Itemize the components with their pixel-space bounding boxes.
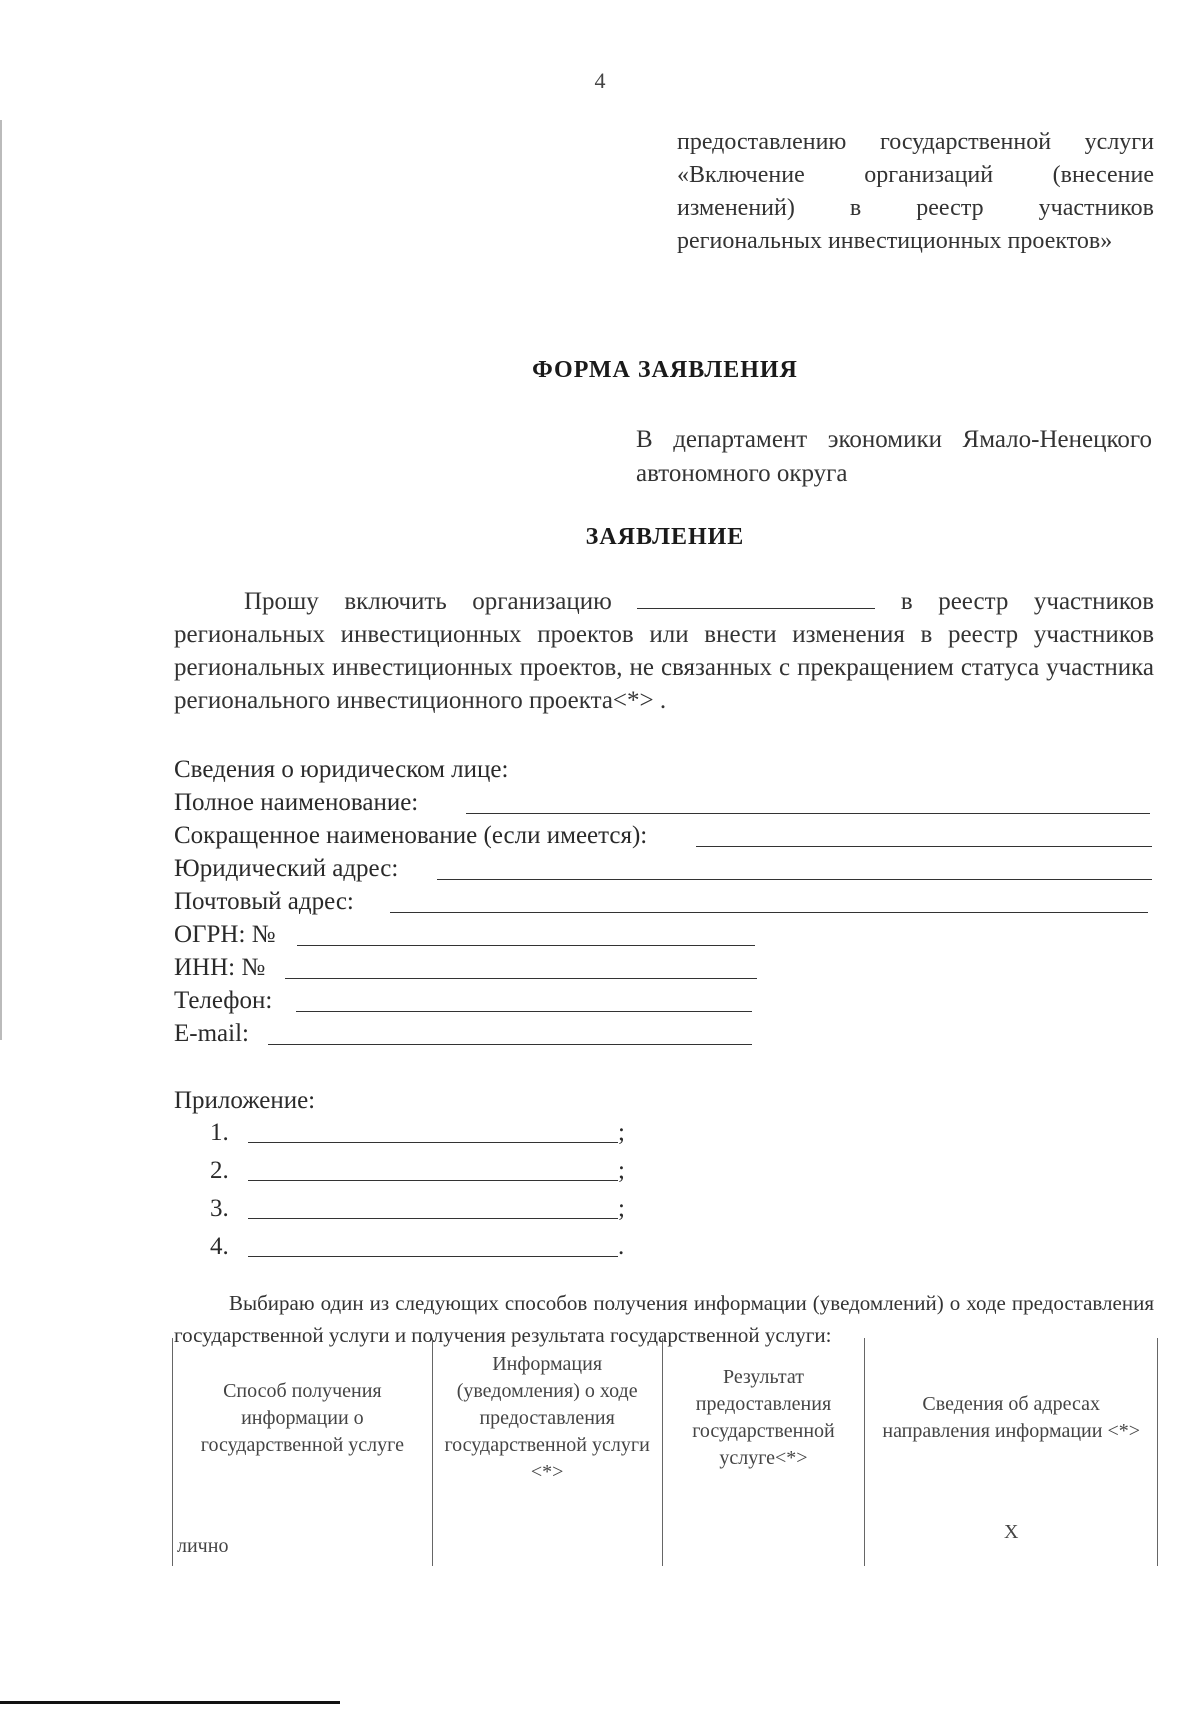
attachment-field-4[interactable] [248,1256,618,1257]
postal-address-field[interactable] [390,912,1148,913]
attachment-field-3[interactable] [248,1218,618,1219]
scan-edge-line [0,120,2,1040]
attachments-heading: Приложение: [174,1087,316,1114]
full-name-field[interactable] [466,813,1150,814]
legal-entity-heading: Сведения о юридическом лице: [174,756,509,783]
choice-paragraph: Выбираю один из следующих способов получения информации (уведомлений) о ходе предоставления государственной услуги и получения результата государственной услуги: [174,1291,1154,1347]
table-header-row [173,1338,1158,1498]
inn-field[interactable] [285,978,757,979]
attachment-number-2: 2. [210,1157,229,1184]
row-method-cell: лично [173,1498,433,1566]
row-result-cell[interactable] [662,1498,865,1566]
header-result: Результат предоставления государственной услуге<*> [662,1338,865,1498]
attachment-number-4: 4. [210,1233,229,1260]
row-progress-cell[interactable] [432,1498,662,1566]
legal-address-field[interactable] [437,879,1152,880]
addressee: В департамент экономики Ямало-Ненецкого автономного округа [636,426,1152,487]
request-paragraph [174,585,1154,717]
inn-label: ИНН: № [174,954,266,981]
attachment-field-2[interactable] [248,1180,618,1181]
email-label: E-mail: [174,1020,249,1047]
attachment-end-3: ; [618,1195,625,1222]
short-name-label: Сокращенное наименование (если имеется): [174,822,648,849]
statement-title: ЗАЯВЛЕНИЕ [585,524,745,550]
header-method: Способ получения информации о государственной услуге [173,1338,433,1498]
form-title: ФОРМА ЗАЯВЛЕНИЯ [532,357,798,383]
postal-address-label: Почтовый адрес: [174,888,354,915]
attachment-end-4: . [618,1233,625,1260]
ogrn-field[interactable] [297,945,755,946]
table-row [173,1498,1158,1566]
header-progress-info: Информация (уведомления) о ходе предоставления государственной услуги <*> [432,1338,662,1498]
row-addresses-cell: X [865,1498,1158,1566]
annex-reference: предоставлению государственной услуги «Включение организаций (внесение изменений) в реестр участников региональных инвестиционных проектов» [677,129,1154,254]
attachment-number-3: 3. [210,1195,229,1222]
phone-label: Телефон: [174,987,273,1014]
legal-address-label: Юридический адрес: [174,855,399,882]
full-name-label: Полное наименование: [174,789,419,816]
methods-table [172,1338,1158,1566]
phone-field[interactable] [296,1011,752,1012]
email-field[interactable] [268,1044,752,1045]
organization-blank[interactable] [637,588,875,609]
header-addresses: Сведения об адресах направления информации <*> [865,1338,1158,1498]
request-text-end: в реестр участников региональных инвестиционных проектов или внести изменения в реестр участников региональных инвестиционных проектов, не связанных с прекращением статуса участника регионального инвестиционного проекта<*> . [174,588,1155,714]
attachment-number-1: 1. [210,1119,229,1146]
attachment-end-1: ; [618,1119,625,1146]
ogrn-label: ОГРН: № [174,921,276,948]
bottom-edge-line [0,1701,340,1704]
request-text-start: Прошу включить организацию [244,588,612,615]
attachment-end-2: ; [618,1157,625,1184]
page-number: 4 [594,68,606,93]
attachment-field-1[interactable] [248,1142,618,1143]
short-name-field[interactable] [696,846,1152,847]
